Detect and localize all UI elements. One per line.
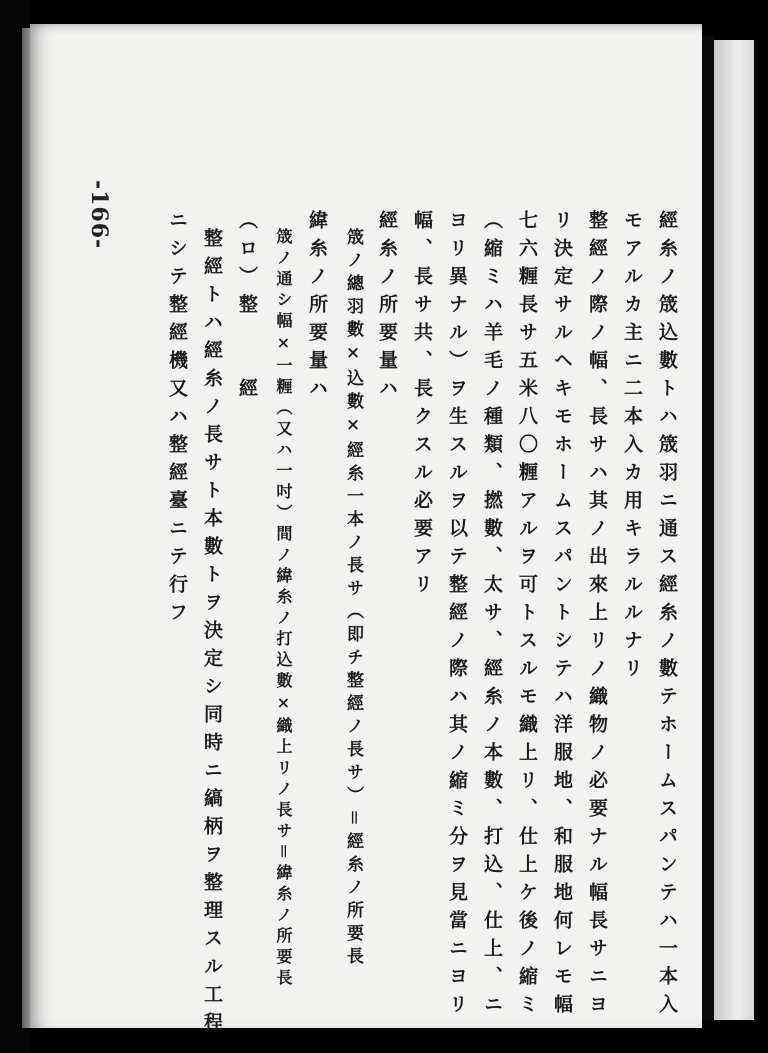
vertical-text-body	[151, 210, 676, 1040]
right-page-edge	[714, 40, 754, 1020]
text-line: モアルカ主ニ二本入カ用キラルルナリ	[621, 210, 643, 686]
text-line: 整經ノ際ノ幅、長サハ其ノ出來上リノ織物ノ必要ナル幅長サニヨ	[586, 210, 608, 1022]
text-line: 整經トハ經糸ノ長サト本數トヲ決定シ同時ニ縞柄ヲ整理スル工程	[201, 228, 223, 1040]
text-line: リ決定サルヘキモホームスパントシテハ洋服地、和服地何レモ幅	[551, 210, 573, 1022]
page-binding	[702, 36, 714, 1020]
formula-line: 筬ノ總羽數×込數×經糸一本ノ長サ（即チ整經ノ長サ）＝經糸ノ所要長	[343, 228, 363, 970]
section-heading: （ロ）整 經	[236, 210, 258, 406]
text-line: ヨリ異ナル）ヲ生スルヲ以テ整經ノ際ハ其ノ縮ミ分ヲ見當ニヨリ	[446, 210, 468, 1022]
text-line: 七六糎長サ五米八〇糎アルヲ可トスルモ織上リ、仕上ケ後ノ縮ミ	[516, 210, 538, 1022]
text-line: 經糸ノ筬込數トハ筬羽ニ通ス經糸ノ數テホームスパンテハ一本入	[656, 210, 678, 1022]
text-line: ニシテ整經機又ハ整經臺ニテ行フ	[166, 210, 188, 630]
text-line: 緯糸ノ所要量ハ	[306, 210, 328, 406]
text-line: （縮ミハ羊毛ノ種類、撚數、太サ、經糸ノ本數、打込、仕上、ニ	[481, 210, 503, 1022]
text-line: 幅、長サ共、長クスル必要アリ	[411, 210, 433, 602]
text-line: 經糸ノ所要量ハ	[376, 210, 398, 406]
formula-line: 筬ノ通シ幅×一糎（又ハ一吋）間ノ緯糸ノ打込數×織上リノ長サ＝緯糸ノ所要長	[274, 228, 293, 990]
page-number: -166-	[86, 180, 112, 250]
